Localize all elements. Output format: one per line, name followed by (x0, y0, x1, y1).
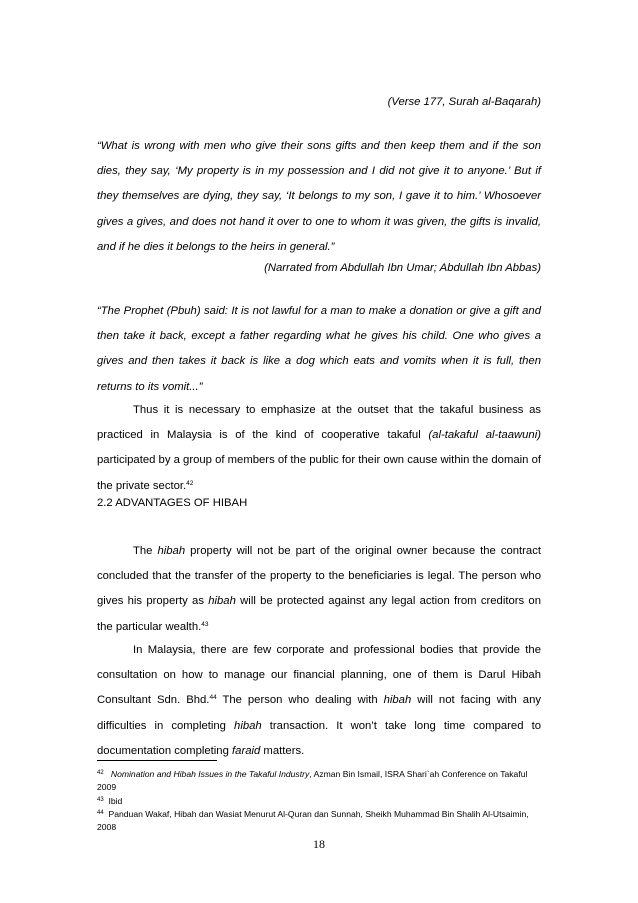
paragraph-term: (al-takaful al-taawuni) (428, 429, 541, 442)
paragraph-malaysia (97, 638, 541, 764)
footnote-text: , Azman Bin Ismail, ISRA Shari`ah Conference on Takaful 2009 (97, 769, 528, 792)
section-heading: 2.2 ADVANTAGES OF HIBAH (97, 497, 248, 509)
paragraph-term: faraid (232, 744, 261, 757)
footnote-text: Ibid (108, 796, 123, 806)
paragraph-hibah-property (97, 539, 541, 640)
paragraph-text: matters. (260, 744, 305, 757)
hadith-quote-1: “What is wrong with men who give their sons gifts and then keep them and if the son dies, they say, ‘My property is in my possession and I did not give it to anyone.’ But if they themselves are dying, they say, ‘It belongs to my son, I gave it to him.’ Whosoever gives a gives, and does not hand it over to one to whom it was given, the gifts is invalid, and if he dies it belongs to the heirs in general.” (97, 140, 541, 253)
hadith-quote-2: “The Prophet (Pbuh) said: It is not lawful for a man to make a donation or give a gift and then take it back, except a father regarding what he gives his child. One who gives a gives and then takes it back is like a dog which eats and vomits when it is full, then returns to its vomit...” (97, 305, 541, 393)
footnote-ref: 42 (186, 479, 194, 487)
paragraph-text: will be protected against any legal action from creditors on the particular wealth. (97, 595, 541, 633)
footnote-ref: 44 (209, 694, 217, 702)
verse-citation: (Verse 177, Surah al-Baqarah) (387, 96, 541, 108)
paragraph-text: transaction. It won’t take long time compared to documentation completing (97, 719, 541, 757)
footnote-title: Nomination and Hibah Issues in the Takaful Industry (110, 769, 310, 779)
paragraph-text: property will not be part of the original owner because the contract concluded that the transfer of the property to the beneficiaries is legal. The person who gives his property as (97, 545, 541, 608)
footnote-number: 43 (97, 797, 104, 803)
footnote-divider (97, 760, 217, 761)
paragraph-text: Thus it is necessary to emphasize at the outset that the takaful business as practiced in Malaysia is of the kind of cooperative takaful (97, 404, 541, 442)
footnote-44 (97, 808, 541, 833)
paragraph-takaful (97, 398, 541, 499)
paragraph-text: participated by a group of members of the public for their own cause within the domain of the private sector. (97, 454, 541, 492)
paragraph-term: hibah (234, 719, 262, 732)
page-number: 18 (313, 837, 325, 851)
footnote-43 (97, 795, 541, 808)
paragraph-text: In Malaysia, there are few corporate and professional bodies that provide the consultation on how to manage our financial planning, one of them is Darul Hibah Consultant Sdn. Bhd. (97, 644, 541, 707)
paragraph-text: The person who dealing with (216, 694, 384, 707)
footnote-number: 42 (97, 770, 104, 776)
footnote-ref: 43 (201, 620, 209, 628)
paragraph-text: The (133, 545, 158, 557)
paragraph-text: will not facing with any difficulties in completing (97, 694, 541, 732)
paragraph-term: hibah (208, 595, 236, 608)
footnote-number: 44 (97, 810, 104, 816)
hadith-citation: (Narrated from Abdullah Ibn Umar; Abdullah Ibn Abbas) (264, 262, 541, 274)
paragraph-term: hibah (383, 694, 412, 707)
paragraph-term: hibah (157, 545, 186, 557)
footnote-42 (97, 768, 541, 793)
footnote-text: Panduan Wakaf, Hibah dan Wasiat Menurut Al-Quran dan Sunnah, Sheikh Muhammad Bin Shalih Al-Utsaimin, 2008 (97, 809, 529, 832)
